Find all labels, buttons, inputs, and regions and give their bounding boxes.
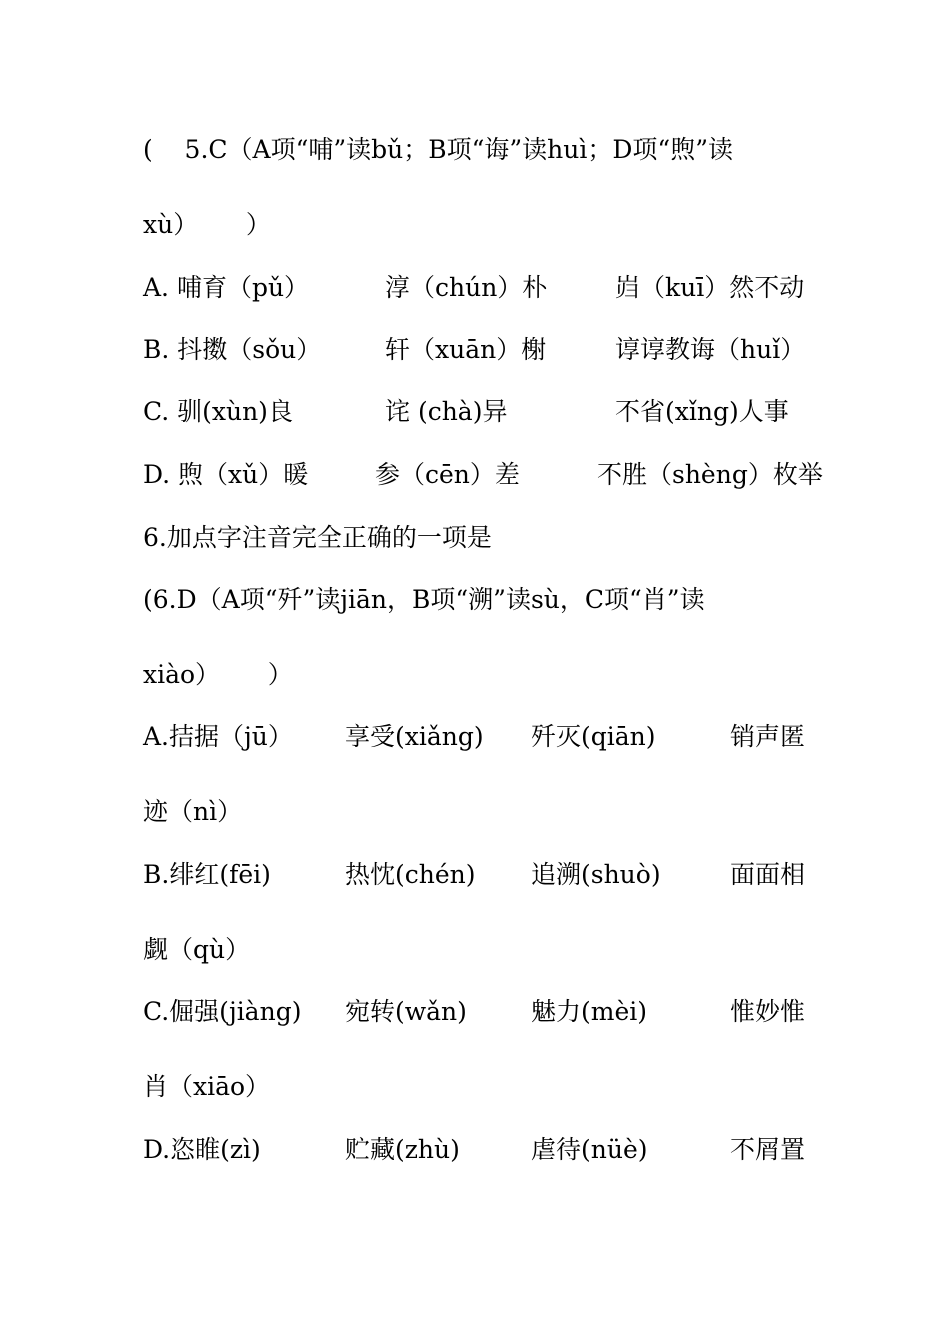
option-word-cont: 肖（xiāo） — [143, 1072, 271, 1101]
option-label: D.恣睢(zì) — [143, 1135, 261, 1164]
option-word: 不屑置 — [730, 1135, 806, 1164]
q5-option-b — [0, 330, 950, 370]
option-word: 谆谆教诲（huǐ） — [615, 335, 806, 364]
option-word: 轩（xuān）榭 — [385, 335, 547, 364]
option-word: 销声匿 — [730, 722, 806, 751]
option-label: B. 抖擞（sǒu） — [143, 335, 322, 364]
option-word: 诧 (chà)异 — [385, 397, 508, 426]
q5-option-c — [0, 392, 950, 432]
q6-option-b-cont — [0, 930, 950, 970]
q5-option-d — [0, 455, 950, 495]
option-label: A. 哺育（pǔ） — [143, 273, 310, 302]
q6-answer-line-cont — [0, 655, 950, 695]
option-word: 贮藏(zhù) — [345, 1135, 460, 1164]
q6-answer-text: (6.D（A项“歼”读jiān，B项“溯”读sù，C项“肖”读 — [143, 585, 705, 614]
q5-option-a — [0, 268, 950, 308]
q6-option-a-cont — [0, 792, 950, 832]
option-label: C. 驯(xùn)良 — [143, 397, 293, 426]
option-word: 参（cēn）差 — [375, 460, 520, 489]
q5-answer-text: ( 5.C（A项“哺”读bǔ；B项“诲”读huì；D项“煦”读 — [143, 135, 733, 164]
option-word: 不省(xǐng)人事 — [615, 397, 789, 426]
option-label: B.绯红(fēi) — [143, 860, 271, 889]
q5-answer-line — [0, 130, 950, 170]
q6-option-a — [0, 717, 950, 757]
option-word: 岿（kuī）然不动 — [615, 273, 805, 302]
q5-answer-line-cont — [0, 205, 950, 245]
option-word: 追溯(shuò) — [531, 860, 661, 889]
option-word: 享受(xiǎng) — [345, 722, 484, 751]
option-label: D. 煦（xǔ）暖 — [143, 460, 309, 489]
option-word: 热忱(chén) — [345, 860, 476, 889]
q6-question — [0, 518, 950, 558]
option-word: 惟妙惟 — [730, 997, 806, 1026]
q6-answer-text-cont: xiào） ） — [143, 660, 293, 689]
option-word-cont: 迹（nì） — [143, 797, 243, 826]
option-word: 歼灭(qiān) — [531, 722, 656, 751]
q5-answer-text-cont: xù） ） — [143, 210, 271, 239]
q6-option-c-cont — [0, 1067, 950, 1107]
option-word: 魅力(mèi) — [531, 997, 648, 1026]
q6-answer-line — [0, 580, 950, 620]
option-word-cont: 觑（qù） — [143, 935, 251, 964]
option-word: 淳（chún）朴 — [385, 273, 548, 302]
q6-question-text: 6.加点字注音完全正确的一项是 — [143, 523, 492, 552]
option-label: A.拮据（jū） — [143, 722, 293, 751]
option-label: C.倔强(jiàng) — [143, 997, 302, 1026]
q6-option-b — [0, 855, 950, 895]
q6-option-c — [0, 992, 950, 1032]
option-word: 虐待(nüè) — [531, 1135, 648, 1164]
option-word: 面面相 — [730, 860, 806, 889]
option-word: 不胜（shèng）枚举 — [597, 460, 823, 489]
option-word: 宛转(wǎn) — [345, 997, 467, 1026]
q6-option-d — [0, 1130, 950, 1170]
